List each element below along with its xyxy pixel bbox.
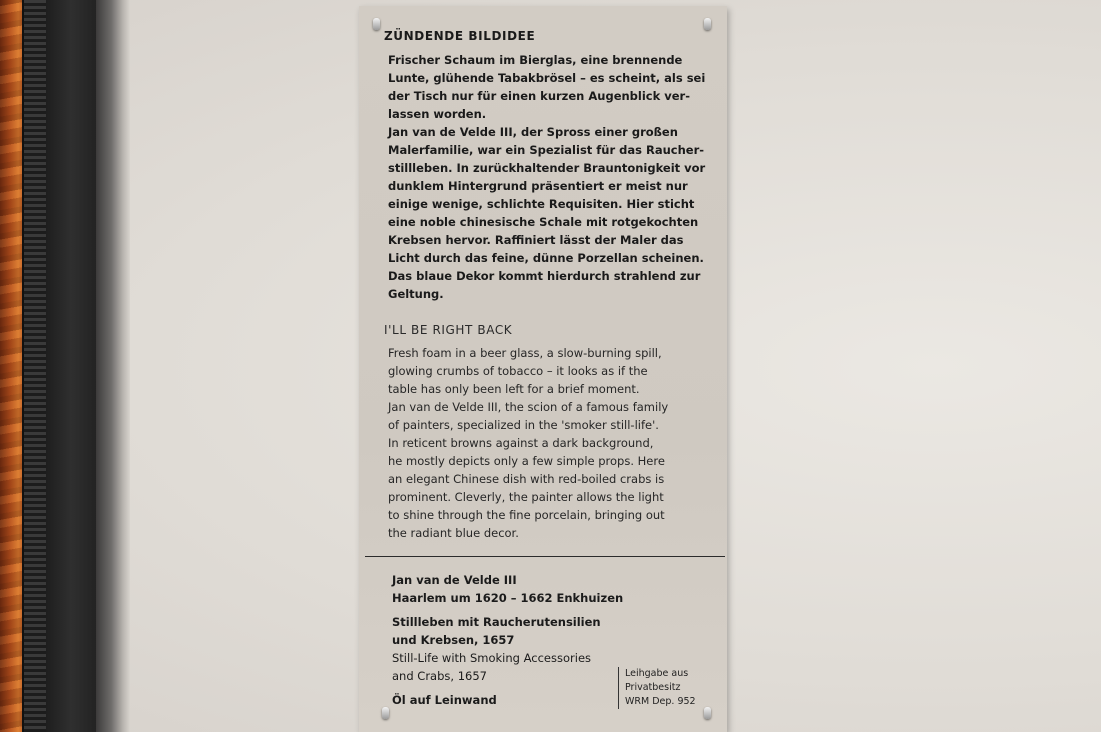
mounting-pin <box>704 707 711 719</box>
german-line: lassen worden. <box>388 107 487 121</box>
english-line: table has only been left for a brief moment. <box>388 382 640 396</box>
medium: Öl auf Leinwand <box>392 693 497 707</box>
german-line: stillleben. In zurückhaltender Brauntonigkeit vor <box>388 161 706 175</box>
english-line: In reticent browns against a dark background, <box>388 436 654 450</box>
german-line: der Tisch nur für einen kurzen Augenblick ver- <box>388 89 690 103</box>
title-german-line-1: Stillleben mit Raucherutensilien <box>392 615 601 629</box>
german-line: Frischer Schaum im Bierglas, eine brennende <box>388 53 683 67</box>
artist-life: Haarlem um 1620 – 1662 Enkhuizen <box>392 591 624 605</box>
artist-name: Jan van de Velde III <box>392 573 517 587</box>
german-line: Malerfamilie, war ein Spezialist für das Raucher- <box>388 143 705 157</box>
title-english-line-2: and Crabs, 1657 <box>392 669 487 683</box>
german-text <box>388 51 706 303</box>
loan-credit <box>618 667 696 709</box>
english-heading: I'LL BE RIGHT BACK <box>384 323 513 337</box>
english-line: an elegant Chinese dish with red-boiled crabs is <box>388 472 665 486</box>
german-line: Jan van de Velde III, der Spross einer großen <box>388 125 678 139</box>
english-line: Jan van de Velde III, the scion of a famous family <box>388 400 669 414</box>
english-line: glowing crumbs of tobacco – it looks as if the <box>388 364 648 378</box>
loan-line: WRM Dep. 952 <box>625 696 696 707</box>
english-text <box>388 344 698 542</box>
mounting-pin <box>382 707 389 719</box>
german-line: dunklem Hintergrund präsentiert er meist nur <box>388 179 688 193</box>
english-line: the radiant blue decor. <box>388 526 519 540</box>
english-line: to shine through the fine porcelain, bringing out <box>388 508 665 522</box>
german-line: einige wenige, schlichte Requisiten. Hier sticht <box>388 197 695 211</box>
german-line: eine noble chinesische Schale mit rotgekochten <box>388 215 699 229</box>
section-divider <box>365 556 725 557</box>
frame-dark-molding <box>46 0 96 732</box>
german-line: Krebsen hervor. Raffiniert lässt der Maler das <box>388 233 684 247</box>
german-line: Geltung. <box>388 287 444 301</box>
english-line: he mostly depicts only a few simple props. Here <box>388 454 665 468</box>
german-line: Das blaue Dekor kommt hierdurch strahlend zur <box>388 269 701 283</box>
museum-label-plaque <box>359 6 727 732</box>
english-line: Fresh foam in a beer glass, a slow-burning spill, <box>388 346 662 360</box>
german-line: Licht durch das feine, dünne Porzellan scheinen. <box>388 251 704 265</box>
english-line: of painters, specialized in the 'smoker still-life'. <box>388 418 659 432</box>
german-heading: ZÜNDENDE BILDIDEE <box>384 29 536 43</box>
loan-line: Privatbesitz <box>625 682 681 693</box>
mounting-pin <box>704 18 711 30</box>
title-english-line-1: Still-Life with Smoking Accessories <box>392 651 592 665</box>
frame-shadow <box>96 0 130 732</box>
english-line: prominent. Cleverly, the painter allows the light <box>388 490 664 504</box>
loan-line: Leihgabe aus <box>625 668 689 679</box>
title-german-line-2: und Krebsen, 1657 <box>392 633 515 647</box>
mounting-pin <box>373 18 380 30</box>
german-line: Lunte, glühende Tabakbrösel – es scheint, als sei <box>388 71 706 85</box>
